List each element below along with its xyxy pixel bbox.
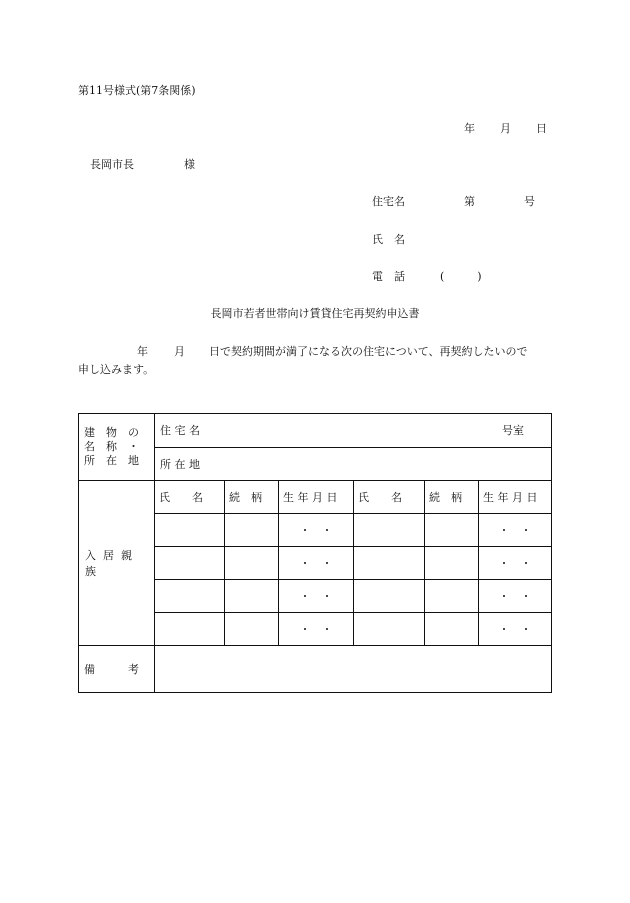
applicant-name-label: 氏 名 <box>372 233 405 246</box>
family-birth-cell[interactable] <box>279 514 354 547</box>
birth-date-dots: ・ ・ <box>498 590 532 603</box>
date-month-label: 月 <box>500 122 511 135</box>
col-birth-header-2: 生 年 月 日 <box>483 491 538 504</box>
birth-date-dots: ・ ・ <box>498 524 532 537</box>
family-relation-cell[interactable] <box>425 547 479 580</box>
housing-name-row <box>155 414 552 448</box>
col-relation-header-1: 続 柄 <box>229 491 262 504</box>
family-relation-cell[interactable] <box>225 613 279 646</box>
family-relation-cell[interactable] <box>425 580 479 613</box>
family-relation-cell[interactable] <box>425 514 479 547</box>
family-relation-cell[interactable] <box>225 547 279 580</box>
date-year-label: 年 <box>464 122 475 135</box>
notes-label-cell <box>79 646 155 693</box>
family-relation-cell[interactable] <box>425 613 479 646</box>
family-name-cell[interactable] <box>354 547 425 580</box>
building-label-line3: 所 在 地 <box>84 454 139 467</box>
family-label: 入居親族 <box>85 549 139 578</box>
body-text-line2: 申し込みます。 <box>78 363 155 376</box>
col-relation-header-2: 続 柄 <box>429 491 462 504</box>
housing-name-label: 住宅名 <box>372 195 405 208</box>
family-name-cell[interactable] <box>155 580 225 613</box>
notes-label: 備 考 <box>84 663 139 676</box>
family-name-cell[interactable] <box>354 580 425 613</box>
family-birth-cell[interactable] <box>479 514 552 547</box>
form-number: 第11号様式(第7条関係) <box>78 84 196 97</box>
col-name-header-2: 氏 名 <box>358 491 402 504</box>
body-month-label: 月 <box>174 345 185 358</box>
family-birth-cell[interactable] <box>279 547 354 580</box>
location-row <box>155 447 552 481</box>
notes-field[interactable] <box>155 646 552 693</box>
date-day-label: 日 <box>536 122 547 135</box>
addressee: 長岡市長 <box>90 158 134 171</box>
honorific: 様 <box>184 158 195 171</box>
application-table <box>78 413 552 693</box>
family-relation-cell[interactable] <box>225 580 279 613</box>
phone-label: 電 話 <box>372 270 405 283</box>
building-label-line2: 名 称 ・ <box>84 440 139 453</box>
body-text-line1: 日で契約期間が満了になる次の住宅について、再契約したいので <box>209 345 528 358</box>
body-year-label: 年 <box>137 345 148 358</box>
housing-dai-label: 第 <box>464 195 475 208</box>
family-label-cell <box>79 481 155 646</box>
family-birth-cell[interactable] <box>479 613 552 646</box>
family-birth-cell[interactable] <box>279 613 354 646</box>
family-birth-cell[interactable] <box>479 547 552 580</box>
birth-date-dots: ・ ・ <box>498 623 532 636</box>
birth-date-dots: ・ ・ <box>498 557 532 570</box>
family-name-cell[interactable] <box>155 514 225 547</box>
housing-go-label: 号 <box>524 195 535 208</box>
room-label: 号室 <box>502 424 525 438</box>
building-label-line1: 建 物 の <box>84 426 139 439</box>
location-field-label: 所 在 地 <box>160 457 200 471</box>
family-name-cell[interactable] <box>354 514 425 547</box>
birth-date-dots: ・ ・ <box>299 623 333 636</box>
building-label-cell <box>79 414 155 481</box>
birth-date-dots: ・ ・ <box>299 590 333 603</box>
family-name-cell[interactable] <box>155 613 225 646</box>
family-name-cell[interactable] <box>354 613 425 646</box>
family-birth-cell[interactable] <box>279 580 354 613</box>
document-title: 長岡市若者世帯向け賃貸住宅再契約申込書 <box>210 307 420 320</box>
col-birth-header-1: 生 年 月 日 <box>283 491 338 504</box>
birth-date-dots: ・ ・ <box>299 524 333 537</box>
family-birth-cell[interactable] <box>479 580 552 613</box>
col-name-header-1: 氏 名 <box>159 491 203 504</box>
family-relation-cell[interactable] <box>225 514 279 547</box>
birth-date-dots: ・ ・ <box>299 557 333 570</box>
phone-parens: ( ) <box>440 270 482 283</box>
housing-name-field-label: 住 宅 名 <box>160 424 200 438</box>
family-name-cell[interactable] <box>155 547 225 580</box>
